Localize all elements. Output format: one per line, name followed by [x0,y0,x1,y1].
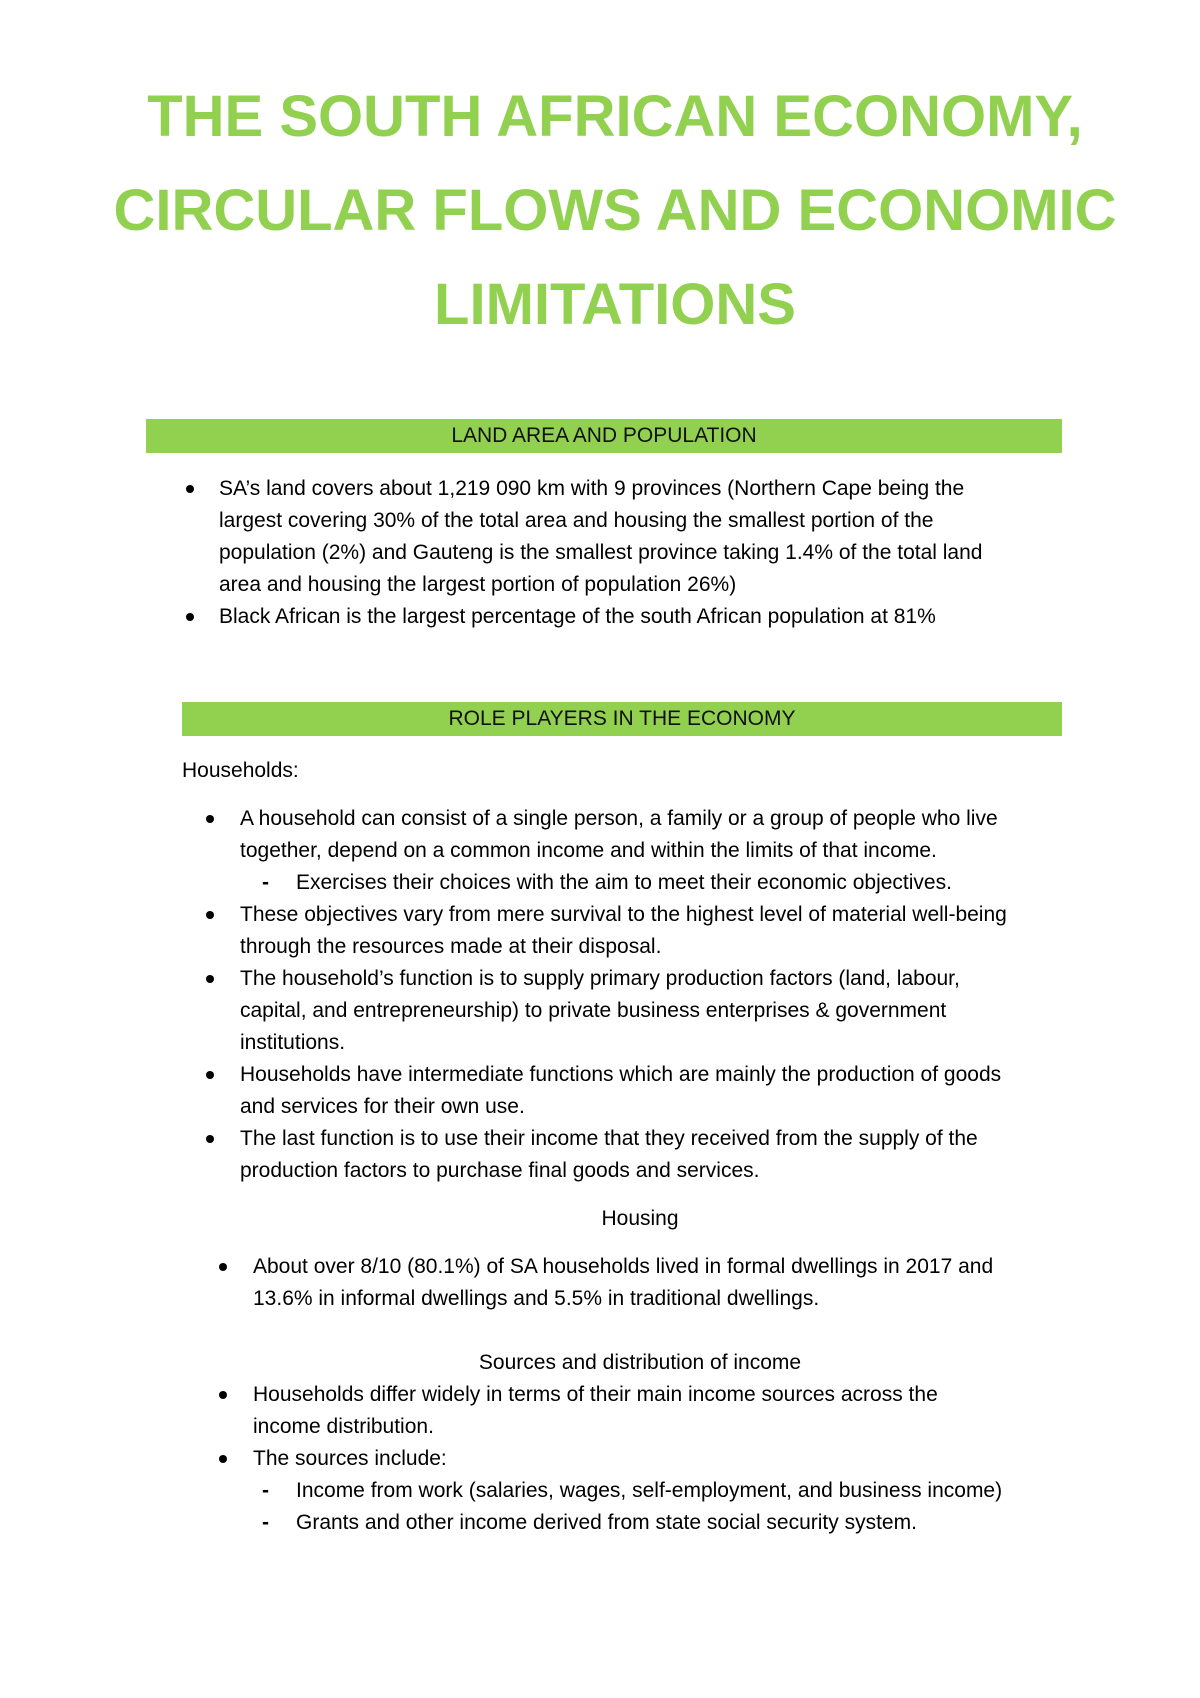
document-title [60,70,1170,352]
section-heading-land-area: LAND AREA AND POPULATION [146,419,1062,453]
bullet-text: Households have intermediate functions which are mainly the production of goods [240,1063,1002,1086]
bullet-text-land-line4: area and housing the largest portion of population 26%) [219,573,737,596]
bullet-text: and services for their own use. [240,1095,525,1118]
households-label: Households: [182,759,299,782]
bullet-icon [186,485,194,493]
title-line-2: CIRCULAR FLOWS AND ECONOMIC [113,178,1117,243]
housing-heading: Housing [601,1207,679,1230]
dash-marker: - [262,871,269,894]
bullet-text: production factors to purchase final goods and services. [240,1159,760,1182]
bullet-icon [219,1263,227,1271]
bullet-icon [206,1071,214,1079]
title-line-3: LIMITATIONS [434,272,796,337]
bullet-text-income: The sources include: [253,1447,447,1470]
bullet-text-income: income distribution. [253,1415,434,1438]
sub-item-text: Income from work (salaries, wages, self-employment, and business income) [296,1479,1003,1502]
bullet-text-land-line2: largest covering 30% of the total area and housing the smallest portion of the [219,509,934,532]
bullet-text-housing: 13.6% in informal dwellings and 5.5% in traditional dwellings. [253,1287,820,1310]
bullet-text-population: Black African is the largest percentage of the south African population at 81% [219,605,936,628]
bullet-icon [206,815,214,823]
bullet-text-housing: About over 8/10 (80.1%) of SA households lived in formal dwellings in 2017 and [253,1255,994,1278]
title-line-1: THE SOUTH AFRICAN ECONOMY, [147,84,1083,149]
bullet-text: A household can consist of a single person, a family or a group of people who live [240,807,998,830]
bullet-text-land-line1: SA’s land covers about 1,219 090 km with 9 provinces (Northern Cape being the [219,477,965,500]
bullet-text: The last function is to use their income that they received from the supply of the [240,1127,978,1150]
dash-marker: - [262,1511,269,1534]
bullet-text: The household’s function is to supply primary production factors (land, labour, [240,967,960,990]
bullet-icon [219,1391,227,1399]
sub-item-text: Grants and other income derived from state social security system. [296,1511,917,1534]
section-heading-role-players: ROLE PLAYERS IN THE ECONOMY [182,702,1062,736]
bullet-icon [206,975,214,983]
bullet-icon [206,1135,214,1143]
bullet-text: together, depend on a common income and within the limits of that income. [240,839,937,862]
dash-marker: - [262,1479,269,1502]
bullet-text-land-line3: population (2%) and Gauteng is the smallest province taking 1.4% of the total land [219,541,983,564]
bullet-icon [186,613,194,621]
bullet-text-income: Households differ widely in terms of their main income sources across the [253,1383,938,1406]
sub-item-text: Exercises their choices with the aim to meet their economic objectives. [296,871,952,894]
bullet-text: These objectives vary from mere survival to the highest level of material well-being [240,903,1007,926]
bullet-text: through the resources made at their disposal. [240,935,662,958]
bullet-text: institutions. [240,1031,346,1054]
income-heading: Sources and distribution of income [478,1351,802,1374]
bullet-text: capital, and entrepreneurship) to private business enterprises & government [240,999,947,1022]
bullet-icon [206,911,214,919]
bullet-icon [219,1455,227,1463]
